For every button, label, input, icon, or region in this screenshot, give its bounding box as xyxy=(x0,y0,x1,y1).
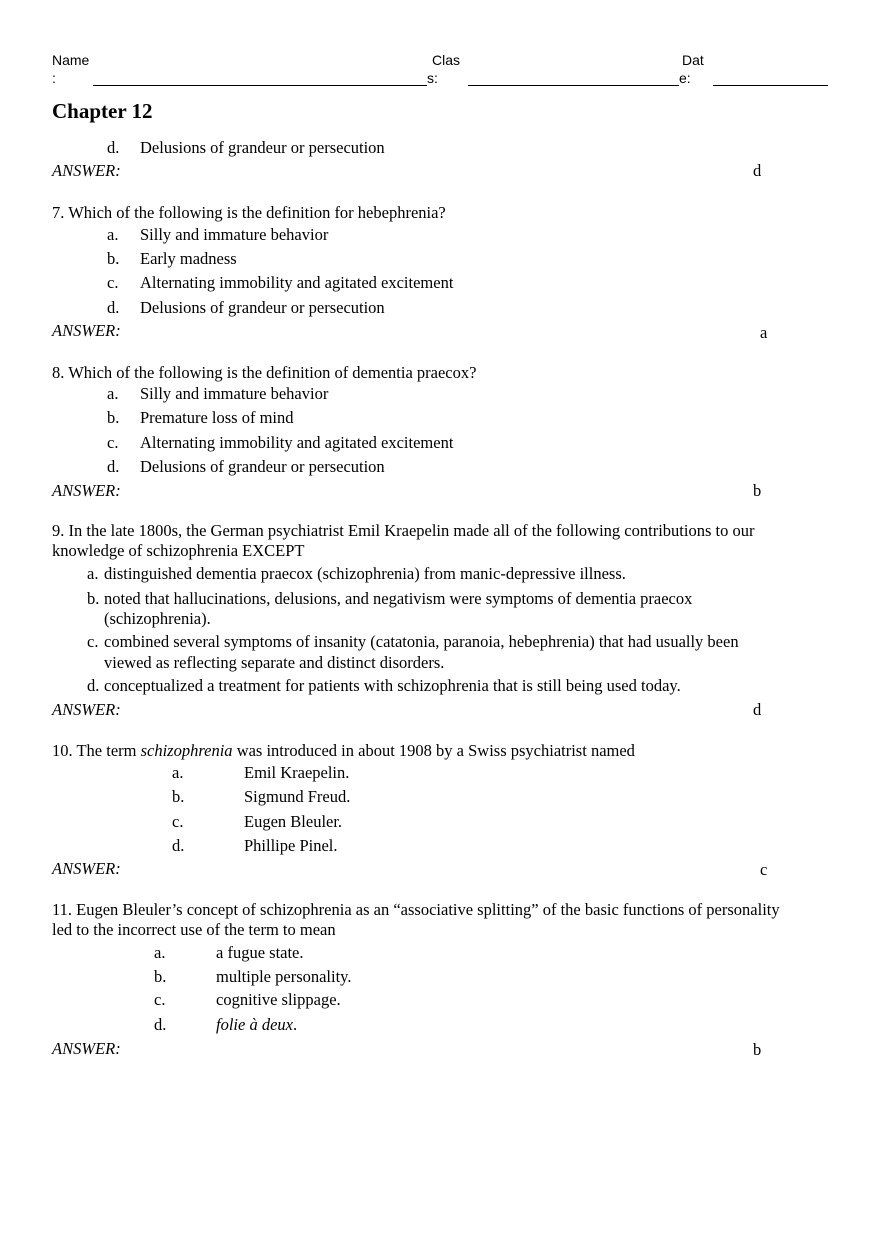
option-letter: d. xyxy=(107,457,120,476)
answer-value: d xyxy=(753,161,762,180)
stem-term: schizophrenia xyxy=(140,741,233,760)
option-letter: a. xyxy=(107,384,119,403)
option-text: conceptualized a treatment for patients with schizophrenia that is still being used today. xyxy=(104,676,681,695)
option-text: noted that hallucinations, delusions, and negativism were symptoms of dementia praecox xyxy=(104,589,693,608)
answer-value: c xyxy=(760,860,768,879)
answer-value: a xyxy=(760,323,768,342)
class-label: Clas xyxy=(432,52,461,68)
option-letter: d. xyxy=(154,1015,167,1034)
option-text: distinguished dementia praecox (schizophrenia) from manic-depressive illness. xyxy=(104,564,626,583)
answer-label: ANSWER: xyxy=(52,481,121,500)
option-text: multiple personality. xyxy=(216,967,352,986)
option-letter: a. xyxy=(154,943,166,962)
option-text: Delusions of grandeur or persecution xyxy=(140,138,385,157)
option-text-cont: (schizophrenia). xyxy=(104,609,211,628)
answer-label: ANSWER: xyxy=(52,161,121,180)
date-underline[interactable] xyxy=(713,85,828,86)
option-letter: b. xyxy=(87,589,100,608)
question-stem xyxy=(52,741,635,761)
option-letter: b. xyxy=(107,408,120,427)
option-text: cognitive slippage. xyxy=(216,990,341,1009)
option-text-suffix: . xyxy=(292,1015,298,1034)
option-text: Emil Kraepelin. xyxy=(244,763,350,782)
option-text: Delusions of grandeur or persecution xyxy=(140,457,385,476)
date-label: Dat xyxy=(682,52,704,68)
option-text: Silly and immature behavior xyxy=(140,384,329,403)
class-label-suffix: s: xyxy=(427,70,438,86)
answer-label: ANSWER: xyxy=(52,1039,121,1058)
option-text: Phillipe Pinel. xyxy=(244,836,338,855)
option-letter: c. xyxy=(172,812,184,831)
option-text-cont: viewed as reflecting separate and distinct disorders. xyxy=(104,653,445,672)
option-letter: d. xyxy=(107,138,120,157)
answer-label: ANSWER: xyxy=(52,859,121,878)
option-text: Silly and immature behavior xyxy=(140,225,329,244)
name-label-colon: : xyxy=(52,70,56,86)
option-text-italic: folie à deux xyxy=(216,1015,293,1034)
option-text: combined several symptoms of insanity (catatonia, paranoia, hebephrenia) that had usually been xyxy=(104,632,739,651)
stem-suffix: was introduced in about 1908 by a Swiss psychiatrist named xyxy=(232,741,635,760)
option-text: Alternating immobility and agitated excitement xyxy=(140,273,454,292)
answer-label: ANSWER: xyxy=(52,700,121,719)
option-letter: b. xyxy=(172,787,185,806)
question-stem: 11. Eugen Bleuler’s concept of schizophrenia as an “associative splitting” of the basic functions of personality xyxy=(52,900,780,919)
question-stem: 9. In the late 1800s, the German psychiatrist Emil Kraepelin made all of the following contributions to our xyxy=(52,521,755,540)
question-stem: 7. Which of the following is the definition for hebephrenia? xyxy=(52,203,446,222)
option-letter: c. xyxy=(107,273,119,292)
option-letter: d. xyxy=(87,676,100,695)
answer-value: b xyxy=(753,481,762,500)
date-label-suffix: e: xyxy=(679,70,691,86)
option-letter: a. xyxy=(87,564,99,583)
chapter-title: Chapter 12 xyxy=(52,99,153,123)
name-underline[interactable] xyxy=(93,85,427,86)
option-text: Early madness xyxy=(140,249,237,268)
option-text: Eugen Bleuler. xyxy=(244,812,343,831)
option-text: Alternating immobility and agitated excitement xyxy=(140,433,454,452)
answer-label: ANSWER: xyxy=(52,321,121,340)
option-letter: b. xyxy=(107,249,120,268)
option-letter: d. xyxy=(107,298,120,317)
question-stem-cont: led to the incorrect use of the term to mean xyxy=(52,920,336,939)
option-letter: d. xyxy=(172,836,185,855)
question-stem: 8. Which of the following is the definition of dementia praecox? xyxy=(52,363,477,382)
class-underline[interactable] xyxy=(468,85,679,86)
question-stem-cont: knowledge of schizophrenia EXCEPT xyxy=(52,541,305,560)
option-letter: a. xyxy=(172,763,184,782)
option-letter: b. xyxy=(154,967,167,986)
option-letter: a. xyxy=(107,225,119,244)
option-text: Sigmund Freud. xyxy=(244,787,351,806)
answer-value: d xyxy=(753,700,762,719)
name-label: Name xyxy=(52,52,90,68)
stem-prefix: 10. The term xyxy=(52,741,141,760)
option-letter: c. xyxy=(87,632,99,651)
option-text: Delusions of grandeur or persecution xyxy=(140,298,385,317)
option-text: Premature loss of mind xyxy=(140,408,294,427)
option-letter: c. xyxy=(107,433,119,452)
answer-value: b xyxy=(753,1040,762,1059)
option-text xyxy=(216,1015,297,1035)
option-letter: c. xyxy=(154,990,166,1009)
option-text: a fugue state. xyxy=(216,943,304,962)
